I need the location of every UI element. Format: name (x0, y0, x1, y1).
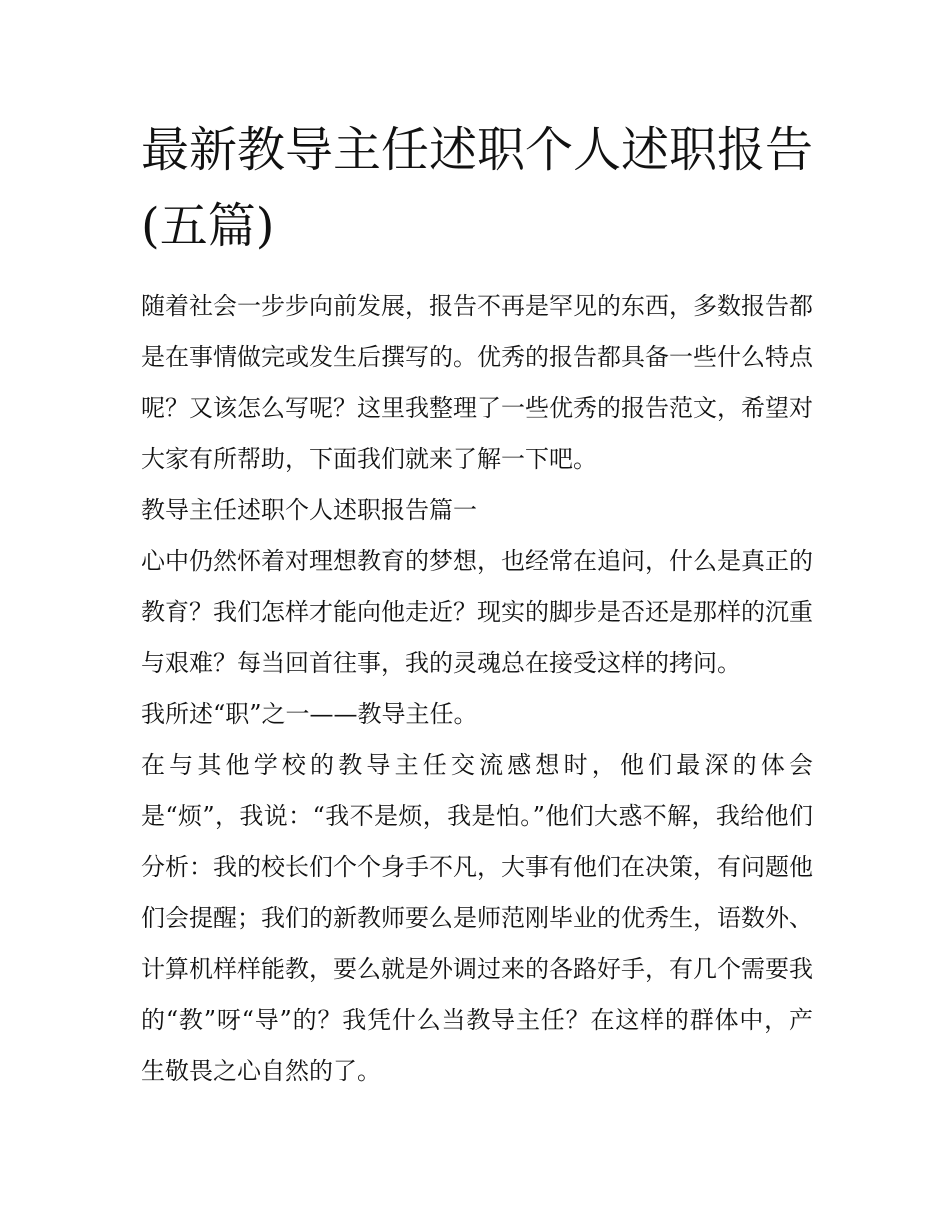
document-title: 最新教导主任述职个人述职报告(五篇) (141, 122, 814, 254)
intro-paragraph: 随着社会一步步向前发展，报告不再是罕见的东西，多数报告都是在事情做完或发生后撰写的。优秀的报告都具备一些什么特点呢？又该怎么写呢？这里我整理了一些优秀的报告范文，希望对大家有所帮助，下面我们就来了解一下吧。 (141, 292, 813, 473)
body-paragraph-1: 心中仍然怀着对理想教育的梦想，也经常在追问，什么是真正的教育？我们怎样才能向他走近？现实的脚步是否还是那样的沉重与艰难？每当回首往事，我的灵魂总在接受这样的拷问。 (141, 547, 813, 677)
section-heading: 教导主任述职个人述职报告篇一 (141, 496, 477, 524)
document-page (141, 112, 813, 1097)
body-paragraph-2: 我所述“职”之一——教导主任。 (141, 700, 478, 728)
body-paragraph-3: 在与其他学校的教导主任交流感想时，他们最深的体会是“烦”，我说：“我不是烦，我是怕。”他们大惑不解，我给他们分析：我的校长们个个身手不凡，大事有他们在决策，有问题他们会提醒；我们的新教师要么是师范刚毕业的优秀生，语数外、计算机样样能教，要么就是外调过来的各路好手，有几个需要我的“教”呀“导”的？我凭什么当教导主任？在这样的群体中，产生敬畏之心自然的了。 (141, 751, 813, 1085)
